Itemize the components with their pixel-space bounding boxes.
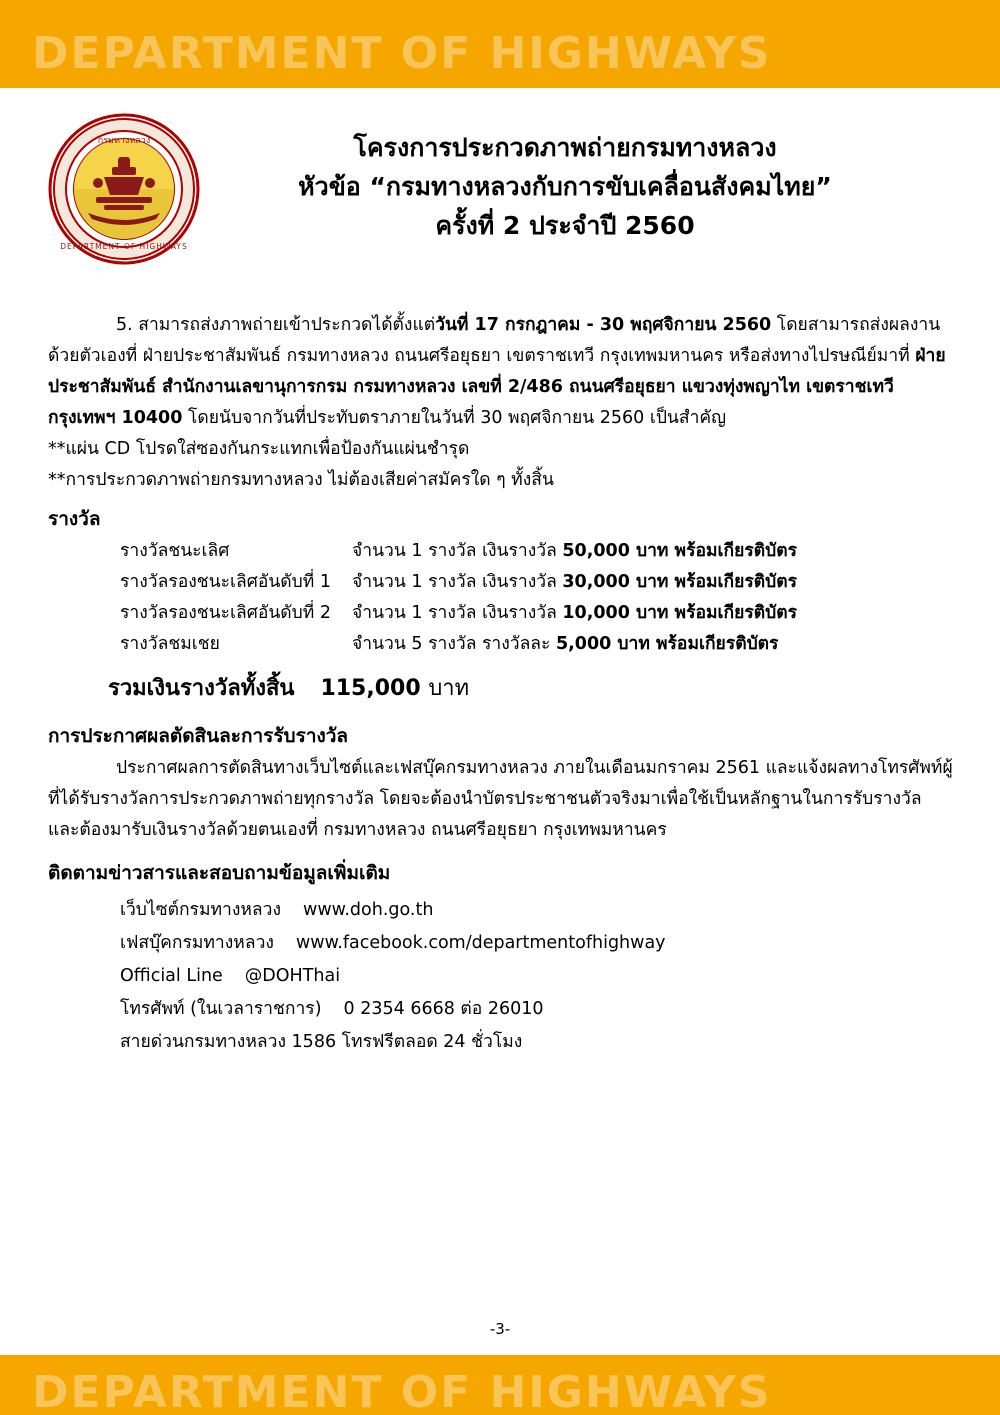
prize-amount: 5,000 บาท พร้อมเกียรติบัตร (555, 634, 779, 654)
prize-heading: รางวัล (48, 508, 101, 530)
prize-name: รางวัลรองชนะเลิศอันดับที่ 2 (120, 603, 332, 623)
prize-total-unit: บาท (428, 676, 470, 701)
announcement-heading: การประกาศผลตัดสินละการรับรางวัล (48, 725, 349, 747)
contact-value[interactable]: @DOHThai (244, 966, 341, 986)
document-body (48, 310, 953, 1059)
footer-band-text: DEPARTMENT OF HIGHWAYS (32, 1367, 772, 1415)
contact-label: เฟสบุ๊คกรมทางหลวง (120, 933, 274, 953)
contact-value (522, 1032, 544, 1052)
contact-heading: ติดตามข่าวสารและสอบถามข้อมูลเพิ่มเติม (48, 862, 391, 884)
prize-table (120, 536, 797, 660)
page-number: -3- (489, 1320, 511, 1338)
prize-total-label: รวมเงินรางวัลทั้งสิ้น (108, 676, 295, 701)
announcement-paragraph: ประกาศผลการตัดสินทางเว็บไซต์และเฟสบุ๊คกรมทางหลวง ภายในเดือนมกราคม 2561 และแจ้งผลทางโทรศัพท์ผู้ที่ได้รับรางวัลการประกวดภาพถ่ายทุกรางวัล โดยจะต้องนำบัตรประชาชนตัวจริงมาเพื่อใช้เป็นหลักฐานในการรับรางวัล และต้องมารับเงินรางวัลด้วยตนเองที่ กรมทางหลวง ถนนศรีอยุธยา กรุงเทพมหานคร (48, 758, 953, 840)
header-band (0, 0, 1000, 88)
item5-bold-address: ฝ่ายประชาสัมพันธ์ สำนักงานเลขานุการกรม กรมทางหลวง เลขที่ 2/486 ถนนศรีอยุธยา แขวงทุ่งพญาไท เขตราชเทวี กรุงเทพฯ 10400 (48, 346, 946, 428)
prize-detail (352, 567, 797, 598)
prize-name: รางวัลชนะเลิศ (120, 541, 230, 561)
table-row (120, 567, 797, 598)
contact-list (120, 894, 953, 1059)
prize-amount: 50,000 บาท พร้อมเกียรติบัตร (562, 541, 797, 561)
prize-detail (352, 536, 797, 567)
paragraph-item-5 (48, 310, 953, 434)
svg-text:DEPARTMENT OF HIGHWAYS: DEPARTMENT OF HIGHWAYS (60, 242, 188, 251)
table-row (120, 629, 797, 660)
prize-count: จำนวน 5 รางวัล รางวัลละ (352, 634, 556, 654)
contact-label: Official Line (120, 966, 223, 986)
contact-label: โทรศัพท์ (ในเวลาราชการ) (120, 999, 322, 1019)
note-fee: **การประกวดภาพถ่ายกรมทางหลวง ไม่ต้องเสียค่าสมัครใด ๆ ทั้งสิ้น (48, 470, 554, 490)
department-of-highways-seal-icon (48, 113, 200, 265)
title-line-3: ครั้งที่ 2 ประจำปี 2560 (435, 211, 695, 240)
table-row (120, 536, 797, 567)
prize-total-amount: 115,000 (320, 676, 421, 701)
document-title (215, 128, 915, 245)
list-item (120, 927, 953, 960)
svg-text:กรมทางหลวง: กรมทางหลวง (97, 136, 151, 146)
prize-count: จำนวน 1 รางวัล เงินรางวัล (352, 541, 563, 561)
prize-count: จำนวน 1 รางวัล เงินรางวัล (352, 603, 563, 623)
list-item (120, 1026, 953, 1059)
list-item (120, 993, 953, 1026)
prize-amount: 30,000 บาท พร้อมเกียรติบัตร (562, 572, 797, 592)
contact-value[interactable]: www.facebook.com/departmentofhighway (295, 933, 666, 953)
prize-count: จำนวน 1 รางวัล เงินรางวัล (352, 572, 563, 592)
note-cd: **แผ่น CD โปรดใส่ซองกันกระแทกเพื่อป้องกันแผ่นชำรุด (48, 439, 470, 459)
prize-total (108, 670, 953, 705)
contact-value[interactable]: www.doh.go.th (303, 900, 434, 920)
title-line-2: หัวข้อ “กรมทางหลวงกับการขับเคลื่อนสังคมไทย” (298, 172, 832, 201)
title-line-1: โครงการประกวดภาพถ่ายกรมทางหลวง (353, 133, 777, 162)
item5-part1: 5. สามารถส่งภาพถ่ายเข้าประกวดได้ตั้งแต่ (116, 315, 436, 335)
header-band-text: DEPARTMENT OF HIGHWAYS (32, 28, 772, 79)
item5-part3: โดยนับจากวันที่ประทับตราภายในวันที่ 30 พฤศจิกายน 2560 เป็นสำคัญ (182, 408, 727, 428)
prize-detail (352, 629, 797, 660)
footer-band (0, 1355, 1000, 1415)
item5-bold-dates: วันที่ 17 กรกฎาคม - 30 พฤศจิกายน 2560 (435, 315, 772, 335)
table-row (120, 598, 797, 629)
prize-name: รางวัลชมเชย (120, 634, 220, 654)
contact-label: สายด่วนกรมทางหลวง 1586 โทรฟรีตลอด 24 ชั่วโมง (120, 1032, 523, 1052)
list-item (120, 960, 953, 993)
item5-part2: โดยสามารถส่งผลงานด้วยตัวเองที่ ฝ่ายประชาสัมพันธ์ กรมทางหลวง ถนนศรีอยุธยา เขตราชเทวี กรุงเทพมหานคร หรือส่งทางไปรษณีย์มาที่ (48, 315, 941, 366)
list-item (120, 894, 953, 927)
prize-amount: 10,000 บาท พร้อมเกียรติบัตร (562, 603, 797, 623)
contact-value: 0 2354 6668 ต่อ 26010 (343, 999, 544, 1019)
contact-label: เว็บไซต์กรมทางหลวง (120, 900, 282, 920)
prize-detail (352, 598, 797, 629)
prize-name: รางวัลรองชนะเลิศอันดับที่ 1 (120, 572, 332, 592)
